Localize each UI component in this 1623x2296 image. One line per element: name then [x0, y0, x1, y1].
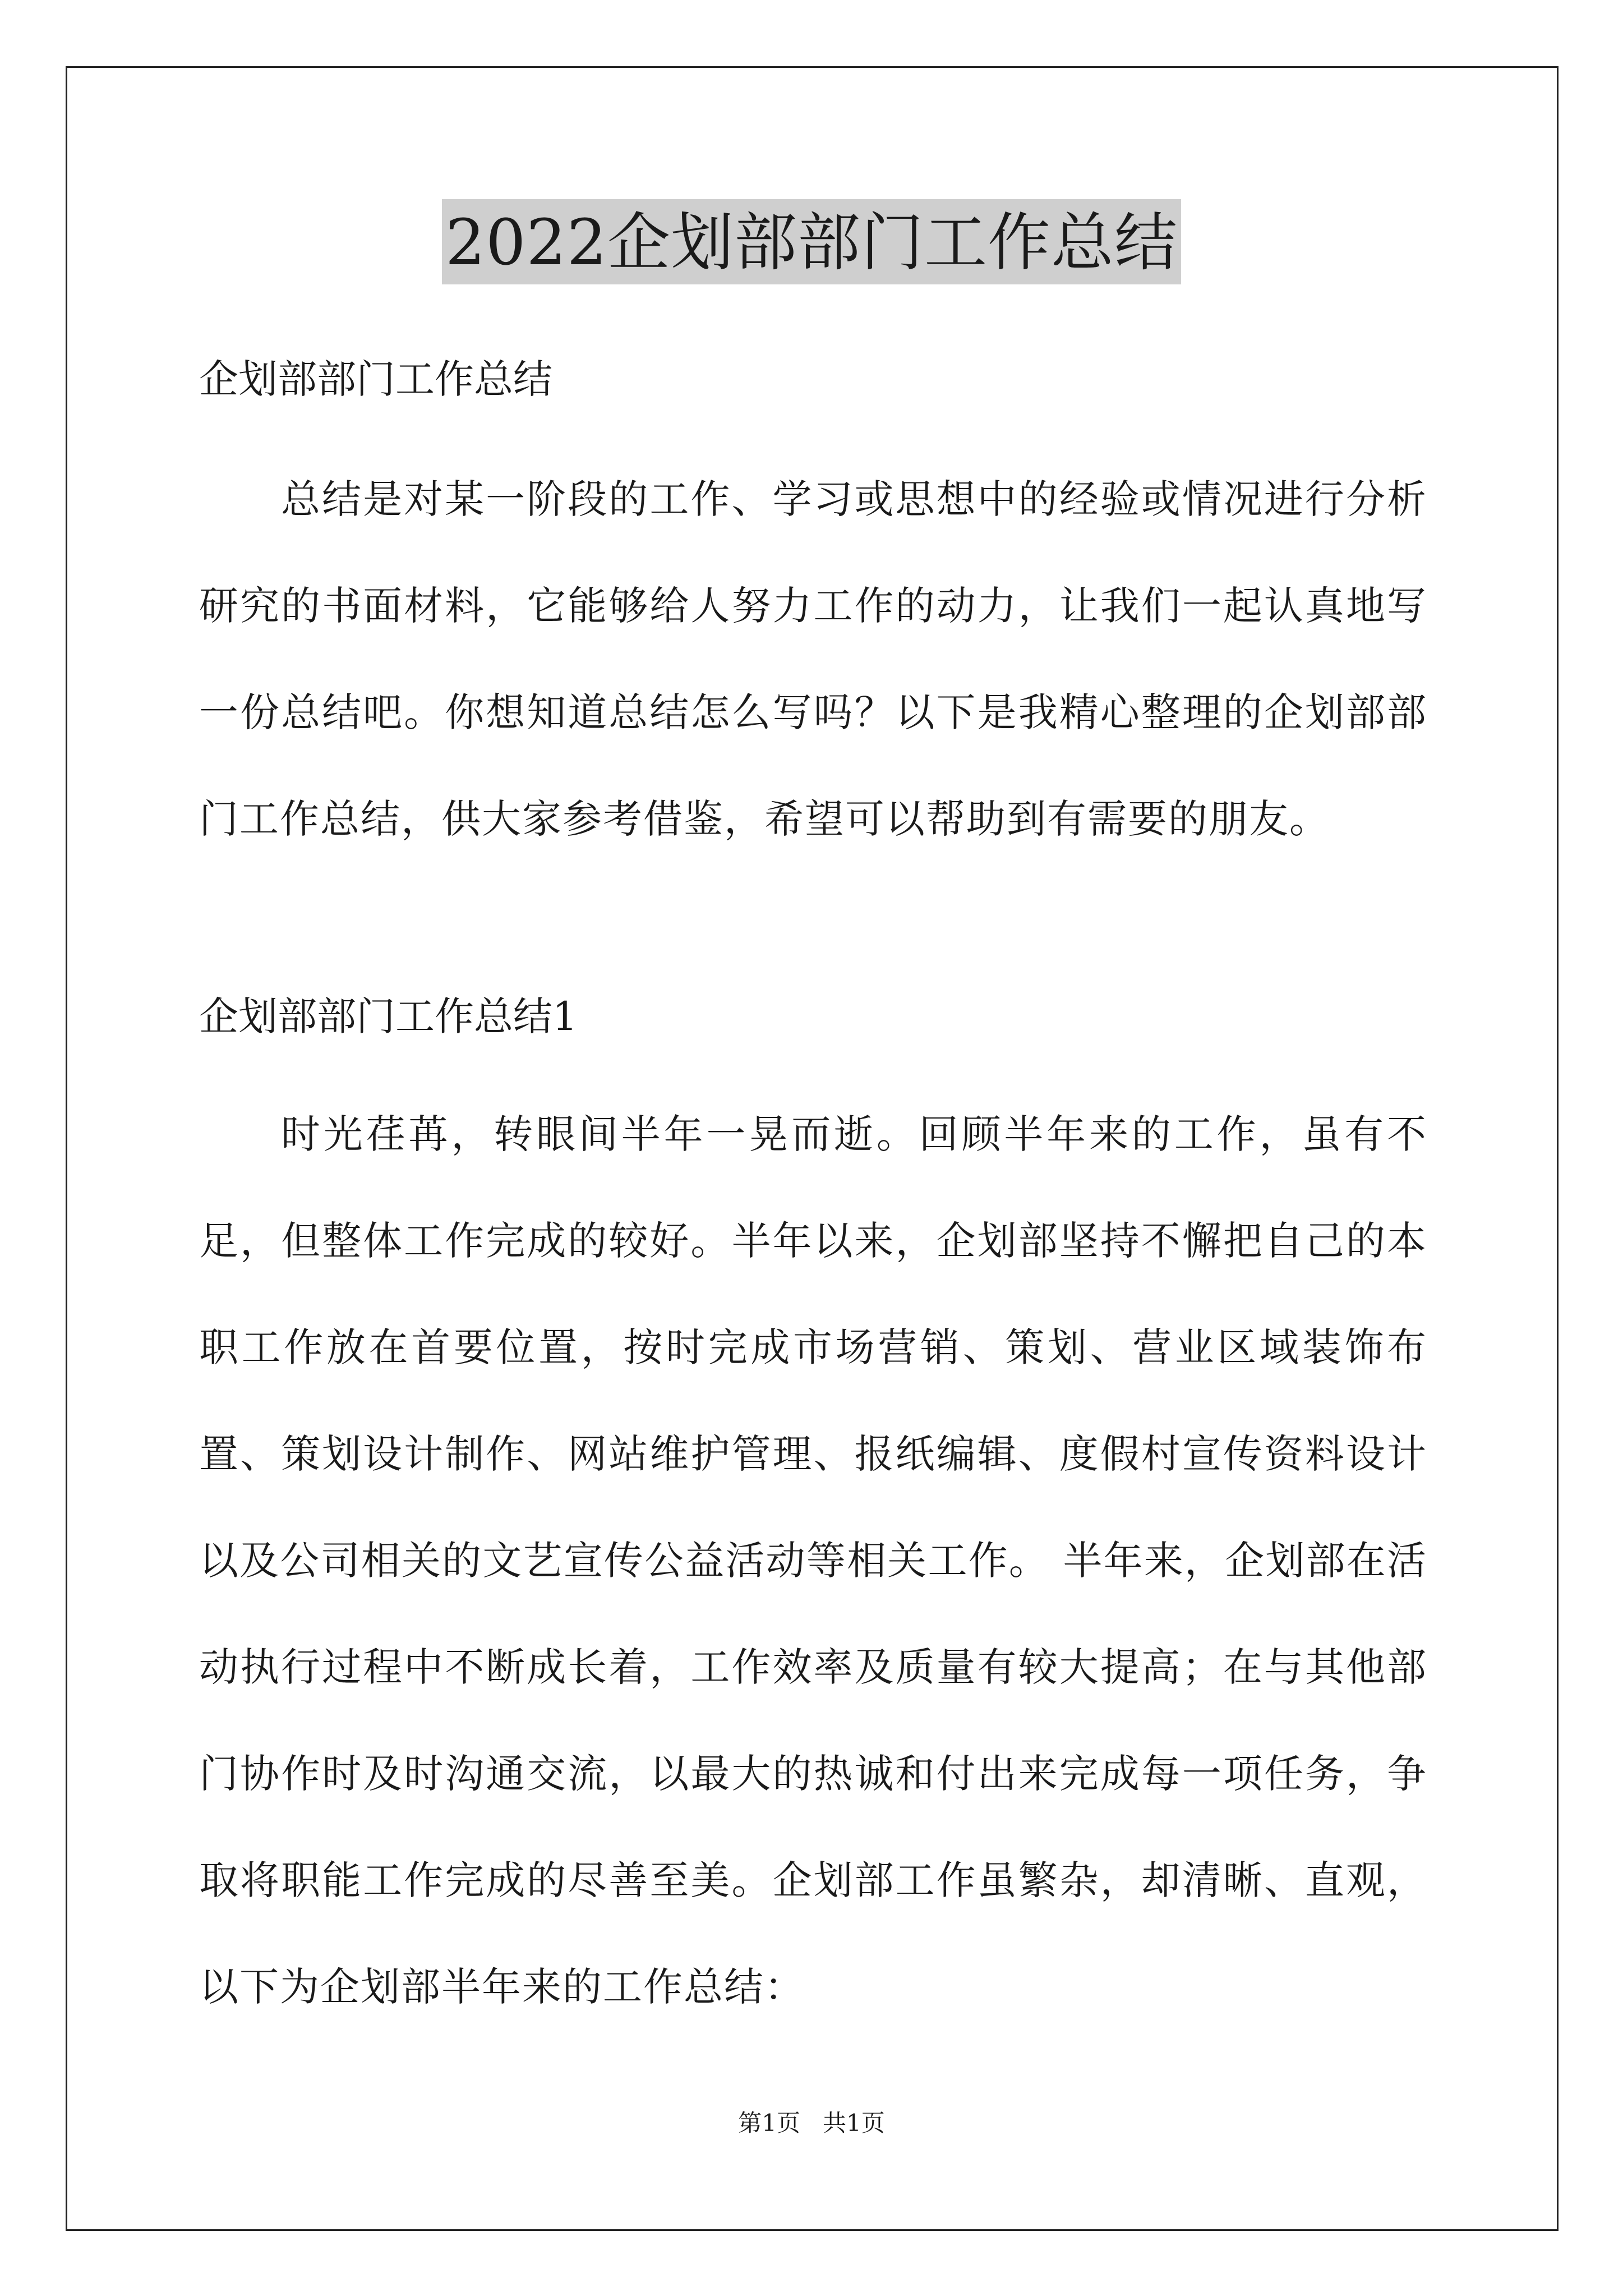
section-heading-intro: 企划部部门工作总结: [199, 356, 552, 402]
page-footer: 第1页 共1页: [738, 2109, 885, 2137]
section-heading-1: 企划部部门工作总结1: [199, 993, 578, 1039]
title-container: [0, 199, 1623, 284]
document-title: 2022企划部部门工作总结: [442, 199, 1181, 284]
section-1-paragraph: 时光荏苒，转眼间半年一晃而逝。回顾半年来的工作，虽有不足，但整体工作完成的较好。半年以来，企划部坚持不懈把自己的本职工作放在首要位置，按时完成市场营销、策划、营业区域装饰布置、策划设计制作、网站维护管理、报纸编辑、度假村宣传资料设计以及公司相关的文艺宣传公益活动等相关工作。 半年来，企划部在活动执行过程中不断成长着，工作效率及质量有较大提高；在与其他部门协作时及时沟通交流，以最大的热诚和付出来完成每一项任务，争取将职能工作完成的尽善至美。企划部工作虽繁杂，却清晰、直观，以下为企划部半年来的工作总结：: [199, 1111, 1427, 2010]
intro-paragraph: 总结是对某一阶段的工作、学习或思想中的经验或情况进行分析研究的书面材料，它能够给人努力工作的动力，让我们一起认真地写一份总结吧。你想知道总结怎么写吗？以下是我精心整理的企划部部门工作总结，供大家参考借鉴，希望可以帮助到有需要的朋友。: [199, 476, 1427, 842]
